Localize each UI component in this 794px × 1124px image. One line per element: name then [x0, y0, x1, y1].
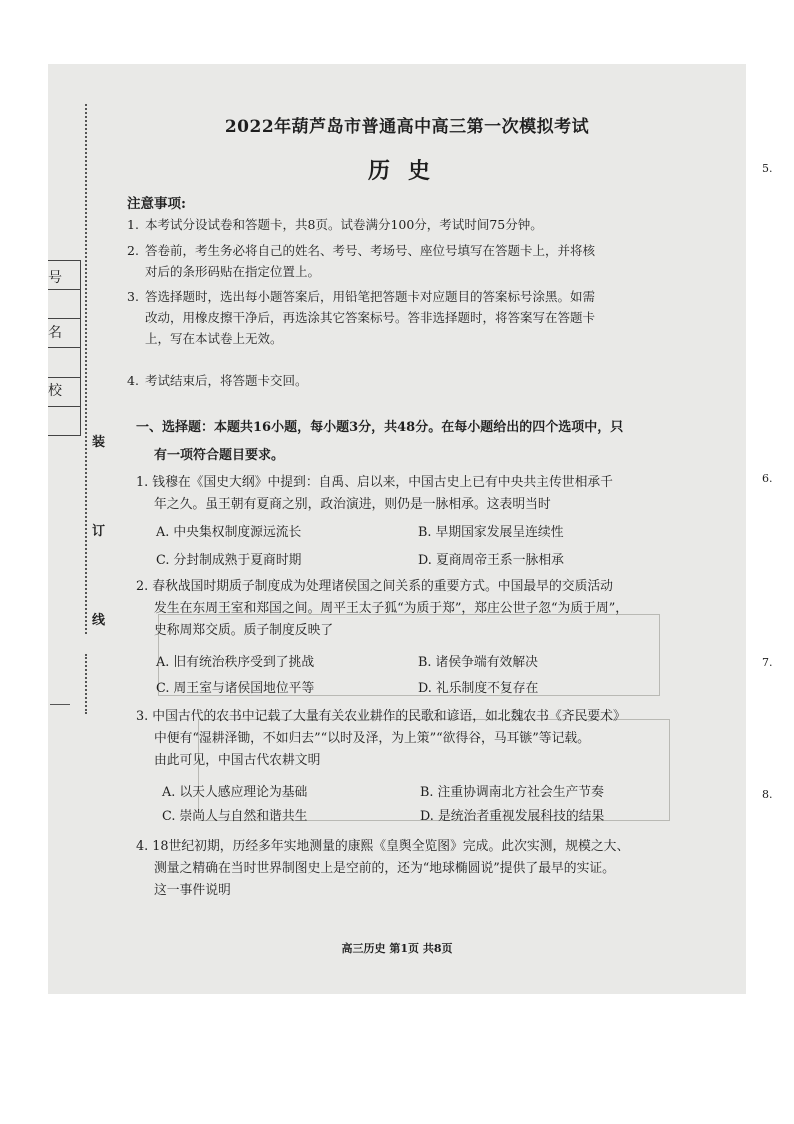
info-label-name: 名 — [48, 325, 62, 341]
option-c[interactable]: C. 崇尚人与自然和谐共生 — [162, 809, 308, 824]
question-3: 3. 中国古代的农书中记载了大量有关农业耕作的民歌和谚语，如北魏农书《齐民要术》 中便有“湿耕泽锄，不如归去”“以时及泽，为上策”“欲得谷，马耳镞”等记载。 由此可见，中国古代农耕文明 — [136, 709, 626, 768]
option-b[interactable]: B. 诸侯争端有效解决 — [418, 655, 538, 670]
option-a[interactable]: A. 中央集权制度源远流长 — [156, 525, 302, 540]
option-d[interactable]: D. 夏商周帝王系一脉相承 — [418, 553, 564, 568]
notice-item: 1. 本考试分设试卷和答题卡，共8页。试卷满分100分，考试时间75分钟。 — [127, 217, 543, 232]
info-label-school: 校 — [48, 383, 62, 399]
binding-line-dotted — [85, 654, 87, 714]
notice-item: 3. 答选择题时，选出每小题答案后，用铅笔把答题卡对应题目的答案标号涂黑。如需 改动，用橡皮擦干净后，再选涂其它答案标号。答非选择题时，将答案写在答题卡 上，写在本试卷上无效。 — [127, 289, 596, 346]
exam-paper — [48, 64, 773, 994]
question-4: 4. 18世纪初期，历经多年实地测量的康熙《皇舆全览图》完成。此次实测，规模之大、 测量之精确在当时世界制图史上是空前的，还为“地球椭圆说”提供了最早的实证。 这一事件说明 — [136, 839, 630, 898]
option-d[interactable]: D. 是统治者重视发展科技的结果 — [420, 809, 605, 824]
option-a[interactable]: A. 旧有统治秩序受到了挑战 — [156, 655, 315, 670]
notice-title: 注意事项: — [127, 196, 186, 212]
right-margin-number: 6. — [762, 472, 773, 485]
margin-dash — [50, 704, 70, 705]
right-margin-number: 8. — [762, 788, 773, 801]
exam-title: 2022年葫芦岛市普通高中高三第一次模拟考试 — [224, 117, 590, 137]
right-margin-number: 7. — [762, 656, 773, 669]
subject-title: 历史 — [367, 158, 448, 184]
option-b[interactable]: B. 早期国家发展呈连续性 — [418, 525, 564, 540]
binding-label-zhuang: 装 — [92, 431, 105, 450]
right-margin-number: 5. — [762, 162, 773, 175]
option-a[interactable]: A. 以天人感应理论为基础 — [162, 785, 308, 800]
question-2: 2. 春秋战国时期质子制度成为处理诸侯国之间关系的重要方式。中国最早的交质活动 发生在东周王室和郑国之间。周平王太子狐“为质于郑”，郑庄公世子忽“为质于周”， 史称周郑交质。质子制度反映了 — [136, 579, 629, 638]
page-footer: 高三历史 第1页 共8页 — [341, 942, 453, 955]
section-heading: 一、选择题：本题共16小题，每小题3分，共48分。在每小题给出的四个选项中，只 有一项符合题目要求。 — [136, 420, 624, 463]
notice-item: 4. 考试结束后，将答题卡交回。 — [127, 373, 308, 388]
option-c[interactable]: C. 分封制成熟于夏商时期 — [156, 553, 302, 568]
option-b[interactable]: B. 注重协调南北方社会生产节奏 — [420, 785, 604, 800]
info-label-number: 号 — [48, 270, 62, 286]
option-c[interactable]: C. 周王室与诸侯国地位平等 — [156, 681, 315, 696]
binding-line-dotted — [85, 104, 87, 634]
binding-label-xian: 线 — [92, 609, 105, 628]
option-d[interactable]: D. 礼乐制度不复存在 — [418, 681, 539, 696]
question-1: 1. 钱穆在《国史大纲》中提到：自禹、启以来，中国古史上已有中央共主传世相承千 年之久。虽王朝有夏商之别，政治演进，则仍是一脉相承。这表明当时 — [136, 475, 613, 512]
binding-label-ding: 订 — [92, 520, 105, 539]
notice-item: 2. 答卷前，考生务必将自己的姓名、考号、考场号、座位号填写在答题卡上，并将核 对后的条形码贴在指定位置上。 — [127, 243, 596, 279]
